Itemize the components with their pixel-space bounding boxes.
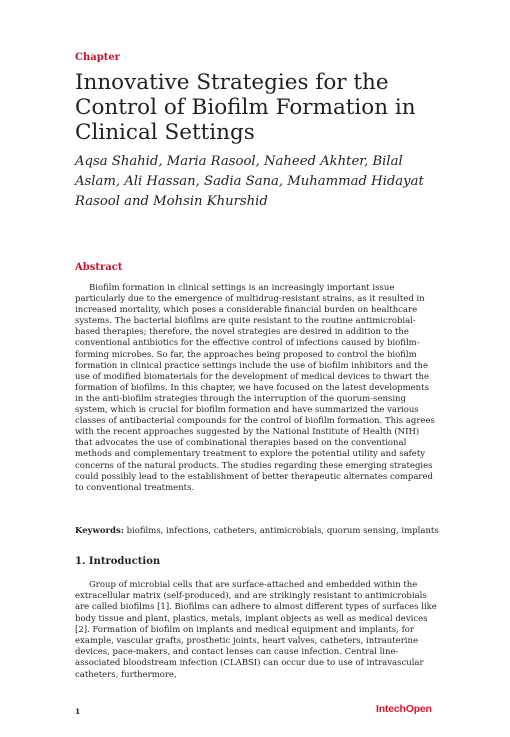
keywords-label: Keywords:: [75, 526, 124, 536]
keywords-line: [75, 526, 445, 537]
abstract-heading: Abstract: [75, 262, 123, 273]
publisher-logo: IntechOpen: [376, 703, 432, 715]
page-number: 1: [75, 707, 81, 716]
author-list: Aqsa Shahid, Maria Rasool, Naheed Akhter, Bilal Aslam, Ali Hassan, Sadia Sana, Muhammad Hidayat Rasool and Mohsin Khurshid: [75, 154, 424, 209]
keywords-text: biofilms, infections, catheters, antimicrobials, quorum sensing, implants: [126, 526, 439, 536]
chapter-label: Chapter: [75, 52, 120, 63]
introduction-heading: 1. Introduction: [75, 556, 161, 567]
chapter-title: Innovative Strategies for the Control of Biofilm Formation in Clinical Settings: [75, 70, 416, 145]
introduction-body: Group of microbial cells that are surface-attached and embedded within the extracellular matrix (self-produced), and are strikingly resistant to antimicrobials are called biofilms [1]. Biofilms can adhere to almost different types of surfaces like body tissue and plant, plastics, metals, implant objects as well as medical devices [2]. Formation of biofilm on implants and medical equipment and implants, for example, vascular grafts, prosthetic joints, heart valves, catheters, intrauterine devices, pace-makers, and contact lenses can cause infection. Central line-associated bloodstream infection (CLABSI) can occur due to use of intravascular catheters, furthermore,: [75, 580, 437, 680]
abstract-body: Biofilm formation in clinical settings is an increasingly important issue particularly due to the emergence of multidrug-resistant strains, as it resulted in increased mortality, which poses a considerable financial burden on healthcare systems. The bacterial biofilms are quite resistant to the routine antimicrobial-based therapies; therefore, the novel strategies are desired in addition to the conventional antibiotics for the effective control of infections caused by biofilm-forming microbes. So far, the approaches being proposed to control the biofilm formation in clinical practice settings include the use of biofilm inhibitors and the use of modified biomaterials for the development of medical devices to thwart the formation of biofilms. In this chapter, we have focused on the latest developments in the anti-biofilm strategies through the interruption of the quorum-sensing system, which is crucial for biofilm formation and have summarized the various classes of antibacterial compounds for the control of biofilm formation. This agrees with the recent approaches suggested by the National Institute of Health (NIH) that advocates the use of combinational therapies based on the conventional methods and complementary treatment to explore the potential utility and safety concerns of the natural products. The studies regarding these emerging strategies could possibly lead to the establishment of better therapeutic alternates compared to conventional treatments.: [75, 283, 435, 493]
